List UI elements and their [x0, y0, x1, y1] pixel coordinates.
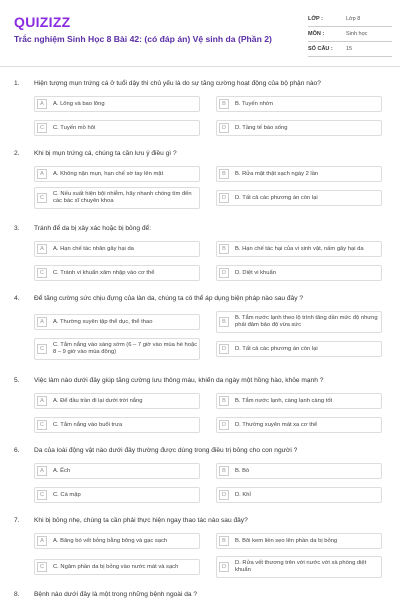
option-text: C. Ngâm phần da bị bỏng vào nước mát và sạch [53, 563, 179, 570]
question-number: 2. [14, 150, 20, 157]
option-text: B. Bôi kem liền sẹo lên phần da bị bỏng [235, 537, 338, 544]
option-letter: D [219, 490, 229, 500]
option-letter: B [219, 317, 229, 327]
option-letter: D [219, 123, 229, 133]
option-text: C. Tắm nắng vào buổi trưa [53, 421, 123, 428]
option-text: C. Tránh vi khuẩn xâm nhập vào cơ thể [53, 269, 155, 276]
option-letter: C [37, 193, 47, 203]
question-text: Hiện tượng mụn trứng cá ở tuổi dậy thì chủ yếu là do sự tăng cường hoạt động của bộ phận nào? [34, 80, 321, 87]
meta-row-subject [308, 27, 392, 42]
option-text: B. Rửa mặt thật sạch ngày 2 lần [235, 170, 319, 177]
option-b[interactable] [216, 311, 382, 333]
option-b[interactable] [216, 96, 382, 112]
option-text: A. Ếch [53, 467, 71, 474]
option-b[interactable] [216, 393, 382, 409]
question-text: Bệnh nào dưới đây là một trong những bệnh ngoài da ? [34, 591, 198, 598]
option-letter: C [37, 562, 47, 572]
option-letter: D [219, 562, 229, 572]
option-d[interactable] [216, 487, 382, 503]
option-c[interactable] [34, 120, 200, 136]
option-b[interactable] [216, 241, 382, 257]
option-text: D. Tầng tế bào sống [235, 124, 288, 131]
option-letter: A [37, 244, 47, 254]
meta-row-class [308, 12, 392, 27]
question-text: Việc làm nào dưới đây giúp tăng cường lưu thông máu, khiến da ngày một hồng hào, khỏe mạnh ? [34, 377, 324, 384]
question-text: Tránh để da bị xây xác hoặc bị bỏng để: [34, 225, 152, 232]
meta-key: MÔN : [308, 31, 325, 37]
option-letter: B [219, 536, 229, 546]
option-text: B. Bò [235, 467, 250, 474]
option-text: D. Thường xuyên mát xa cơ thể [235, 421, 318, 428]
option-text: B. Hạn chế tác hại của vi sinh vật, nấm gây hại da [235, 245, 364, 252]
option-b[interactable] [216, 533, 382, 549]
option-letter: B [219, 396, 229, 406]
option-text: D. Rửa vết thương trên với nước với xà phòng diệt khuẩn [235, 560, 367, 573]
worksheet-title: Trắc nghiệm Sinh Học 8 Bài 42: (có đáp án) Vệ sinh da (Phần 2) [14, 34, 272, 44]
option-text: D. Tất cả các phương án còn lại [235, 194, 318, 201]
option-a[interactable] [34, 241, 200, 257]
option-letter: A [37, 536, 47, 546]
question-number: 1. [14, 80, 20, 87]
meta-value: Lớp 8 [346, 16, 361, 22]
question-number: 6. [14, 447, 20, 454]
question-text: Khi bị mụn trứng cá, chúng ta cần lưu ý điều gì ? [34, 150, 177, 157]
option-a[interactable] [34, 314, 200, 330]
option-text: C. Nếu xuất hiện bội nhiễm, hãy nhanh chóng tìm đến các bác sĩ chuyên khoa [53, 191, 192, 204]
option-b[interactable] [216, 166, 382, 182]
question-text: Da của loài động vật nào dưới đây thường được dùng trong điều trị bỏng cho con người ? [34, 447, 298, 454]
option-d[interactable] [216, 120, 382, 136]
option-text: C. Cá mập [53, 491, 81, 498]
option-letter: A [37, 396, 47, 406]
worksheet-meta [308, 12, 392, 57]
question-number: 8. [14, 591, 20, 598]
option-letter: D [219, 268, 229, 278]
option-letter: C [37, 490, 47, 500]
meta-value: 15 [346, 46, 353, 52]
header-divider [0, 66, 400, 67]
question-number: 4. [14, 295, 20, 302]
option-letter: C [37, 420, 47, 430]
option-text: C. Tắm nắng vào sáng sớm (6 – 7 giờ vào mùa hè hoặc 8 – 9 giờ vào mùa đông) [53, 342, 198, 355]
brand-logo[interactable]: QUIZIZZ [14, 14, 71, 30]
option-text: C. Tuyến mồ hôi [53, 124, 96, 131]
option-letter: A [37, 317, 47, 327]
meta-key: SỐ CÂU : [308, 46, 333, 52]
option-letter: D [219, 193, 229, 203]
option-a[interactable] [34, 533, 200, 549]
option-text: A. Hạn chế tác nhân gây hại da [53, 245, 134, 252]
option-c[interactable] [34, 338, 200, 360]
option-letter: A [37, 466, 47, 476]
option-letter: B [219, 169, 229, 179]
option-letter: B [219, 466, 229, 476]
option-text: A. Lông và bao lông [53, 100, 105, 107]
meta-value: Sinh học [346, 31, 368, 37]
option-text: B. Tắm nước lạnh theo lộ trình tăng dần mức độ nhưng phải đảm bảo độ vừa sức [235, 315, 378, 328]
option-letter: B [219, 99, 229, 109]
option-d[interactable] [216, 265, 382, 281]
option-text: B. Tuyến nhờn [235, 100, 273, 107]
option-d[interactable] [216, 417, 382, 433]
question-text: Khi bị bỏng nhẹ, chúng ta cần phải thực hiện ngay thao tác nào sau đây? [34, 517, 248, 524]
option-text: D. Tất cả các phương án còn lại [235, 345, 318, 352]
option-text: D. Khỉ [235, 491, 251, 498]
option-text: A. Thường xuyên tập thể dục, thể thao [53, 318, 153, 325]
option-letter: D [219, 344, 229, 354]
option-text: B. Tắm nước lạnh, càng lạnh càng tốt [235, 397, 333, 404]
option-text: A. Để đầu trần đi lại dưới trời nắng [53, 397, 143, 404]
option-c[interactable] [34, 487, 200, 503]
option-letter: A [37, 99, 47, 109]
option-a[interactable] [34, 166, 200, 182]
option-c[interactable] [34, 187, 200, 209]
option-text: A. Không nặn mụn, hạn chế sờ tay lên mặt [53, 170, 164, 177]
option-c[interactable] [34, 265, 200, 281]
option-letter: B [219, 244, 229, 254]
question-number: 7. [14, 517, 20, 524]
option-a[interactable] [34, 96, 200, 112]
option-d[interactable] [216, 341, 382, 357]
question-text: Để tăng cường sức chịu đựng của làn da, chúng ta có thể áp dụng biện pháp nào sau đây ? [34, 295, 304, 302]
option-a[interactable] [34, 393, 200, 409]
option-letter: C [37, 268, 47, 278]
option-letter: C [37, 344, 47, 354]
option-letter: C [37, 123, 47, 133]
option-b[interactable] [216, 463, 382, 479]
option-letter: D [219, 420, 229, 430]
question-number: 3. [14, 225, 20, 232]
option-letter: A [37, 169, 47, 179]
meta-key: LỚP : [308, 16, 323, 22]
option-d[interactable] [216, 190, 382, 206]
option-text: D. Diệt vi khuẩn [235, 269, 276, 276]
option-c[interactable] [34, 417, 200, 433]
option-a[interactable] [34, 463, 200, 479]
question-number: 5. [14, 377, 20, 384]
meta-row-count [308, 42, 392, 57]
option-d[interactable] [216, 556, 382, 578]
option-c[interactable] [34, 559, 200, 575]
option-text: A. Băng bó vết bỏng bằng bông và gạc sạch [53, 537, 168, 544]
